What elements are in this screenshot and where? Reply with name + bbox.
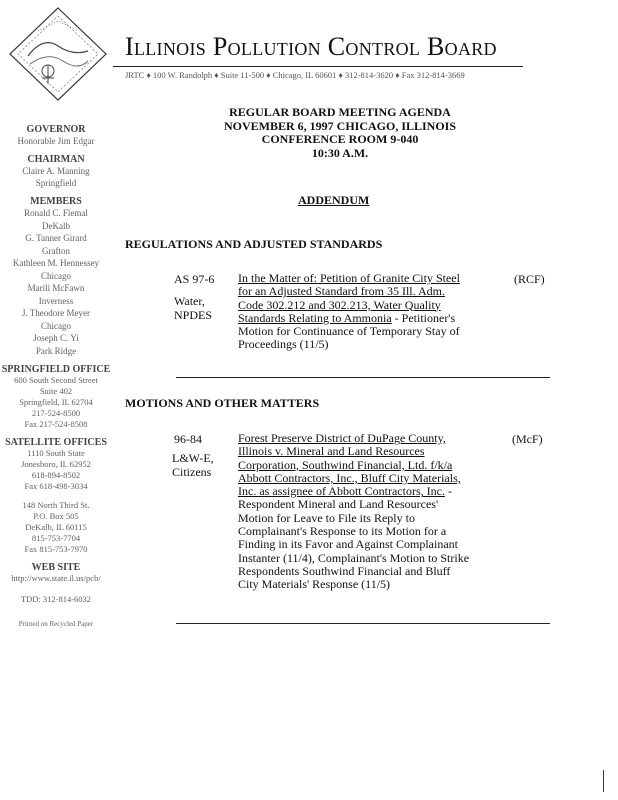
case-caption-line: Forest Preserve District of DuPage County, [238,431,446,445]
satellite-fax: Fax 815-753-7970 [24,544,88,554]
satellite-address-line: 1110 South State [27,448,85,458]
web-site-heading: WEB SITE [31,562,81,573]
springfield-address-line: Suite 402 [39,386,73,396]
members-heading: MEMBERS [30,196,82,207]
motion-text: Respondents Southwind Financial and Bluff [238,563,451,578]
item-case-type: L&W-E, [172,451,214,465]
motion-text: - [444,484,452,499]
motion-text: Instanter (11/4), Complainant's Motion to Strike [238,550,470,565]
case-caption-line: Illinois v. Mineral and Land Resources [238,444,425,459]
addendum-heading: ADDENDUM [298,193,370,207]
motions-section-heading: MOTIONS AND OTHER MATTERS [125,396,320,410]
regulations-section-heading: REGULATIONS AND ADJUSTED STANDARDS [125,237,383,251]
header-rule [113,66,523,67]
satellite-address-line: 148 North Third St. [22,500,90,510]
section-divider [176,377,550,378]
satellite-address-line: P.O. Box 505 [33,511,79,521]
motion-text: Finding in its Favor and Against Complainant [238,537,458,552]
meeting-header [160,106,520,160]
satellite-phone: 815-753-7704 [31,533,81,543]
governor-name: Honorable Jim Edgar [17,136,95,146]
motion-text: Proceedings (11/5) [238,337,329,352]
member-city: DeKalb [42,220,70,231]
case-caption-line: Corporation, Southwind Financial, Ltd. f/k/a [238,457,453,472]
springfield-phone: 217-524-8500 [31,408,81,418]
satellite-phone: 618-894-8502 [31,470,81,480]
case-caption-line: for an Adjusted Standard from 35 Ill. Adm. [238,284,445,299]
member-name: G. Tanner Girard [25,233,87,243]
member-name: Ronald C. Flemal [24,208,88,218]
case-caption-line: Code 302.212 and 302.213, Water Quality [238,297,441,312]
member-city: Grafton [42,245,70,256]
motion-text: City Materials' Response (11/5) [238,577,391,592]
recycled-paper-note: Printed on Recycled Paper [18,620,94,628]
chairman-heading: CHAIRMAN [27,154,85,165]
item-case-number: 96-84 [174,432,202,446]
web-site-url[interactable]: http://www.state.il.us/pcb/ [11,573,101,583]
motion-text: Complainant's Response to its Motion for a [238,524,447,539]
motion-text: Motion for Continuance of Temporary Stay of [238,324,460,339]
board-seal-logo [8,6,108,102]
item-case-type: Citizens [172,465,212,479]
tdd-number: TDD: 312-814-6032 [20,594,92,604]
chairman-city: Springfield [35,178,77,188]
item-description [238,432,470,592]
case-caption-line: Inc. as assignee of Abbott Contractors, Inc. [238,484,445,499]
springfield-address-line: Springfield, IL 62704 [19,397,93,407]
chairman-name: Claire A. Manning [22,166,90,176]
meeting-date-location: NOVEMBER 6, 1997 CHICAGO, ILLINOIS [223,118,457,133]
meeting-room: CONFERENCE ROOM 9-040 [261,132,419,146]
scan-edge-mark [603,770,604,792]
member-name: J. Theodore Meyer [21,308,91,318]
meeting-title: REGULAR BOARD MEETING AGENDA [229,105,451,119]
governor-heading: GOVERNOR [26,124,86,135]
board-member-initials: (McF) [512,432,543,446]
member-city: Chicago [41,320,71,331]
satellite-offices-heading: SATELLITE OFFICES [5,437,107,448]
member-name: Kathleen M. Hennessey [12,258,100,268]
member-city: Chicago [41,270,71,281]
item-description [238,272,470,352]
satellite-address-line: Jonesboro, IL 62952 [21,459,91,469]
section-divider [176,623,550,624]
member-city: Park Ridge [35,345,77,356]
satellite-fax: Fax 618-498-3034 [24,481,88,491]
sidebar [0,120,112,630]
springfield-address-line: 600 South Second Street [14,375,98,385]
case-caption-line: In the Matter of: Petition of Granite City Steel [238,271,460,285]
item-case-number: AS 97-6 [174,272,215,286]
case-caption-line: Abbott Contractors, Inc., Bluff City Materials, [238,470,461,485]
member-name: Marili McFawn [27,283,85,293]
motion-text: Motion for Leave to File its Reply to [238,510,415,525]
motion-text: - Petitioner's [391,310,456,325]
springfield-office-heading: SPRINGFIELD OFFICE [1,364,111,375]
member-city: Inverness [38,295,74,306]
item-case-type: NPDES [174,308,213,322]
meeting-time: 10:30 A.M. [311,145,369,160]
member-name: Joseph C. Yi [33,333,79,343]
motion-text: Respondent Mineral and Land Resources' [238,497,439,512]
board-name-title: Illinois Pollution Control Board [125,32,497,61]
springfield-fax: Fax 217-524-8508 [24,419,88,429]
satellite-address-line: DeKalb, IL 60115 [25,522,87,532]
item-case-type: Water, [174,294,205,308]
board-member-initials: (RCF) [514,272,545,286]
case-caption-line: Standards Relating to Ammonia [238,310,392,325]
board-address: JRTC ♦ 100 W. Randolph ♦ Suite 11-500 ♦ Chicago, IL 60601 ♦ 312-814-3620 ♦ Fax 312-814-3669 [125,70,465,80]
